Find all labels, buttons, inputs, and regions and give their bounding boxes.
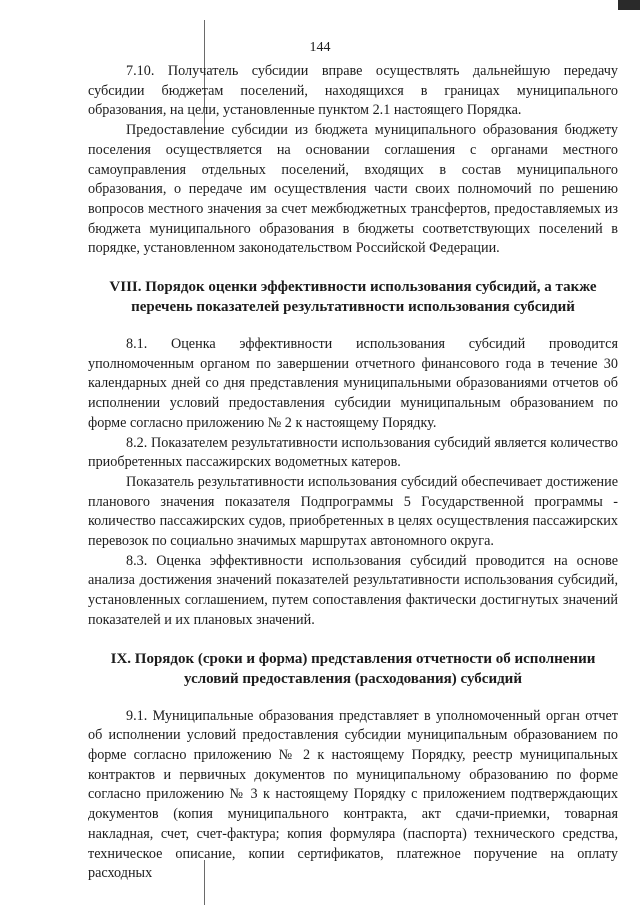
paragraph-8-3: 8.3. Оценка эффективности использования субсидий проводится на основе анализа достижения значений показателей результативности использования субсидий, установленных соглашением, путем сопоставления фактически достигнутых значений показателей и их плановых значений.: [88, 552, 618, 628]
scan-corner-mark: [618, 0, 640, 10]
page-number: 144: [309, 40, 331, 55]
paragraph-8-1: 8.1. Оценка эффективности использования субсидий проводится уполномоченным органом по завершении отчетного финансового года в течение 30 календарных дней со дня представления муниципальными образованиями отчетов об исполнении условий предоставления субсидии муниципальным образованием по форме согласно приложению № 2 к настоящему Порядку.: [88, 336, 618, 431]
paragraph-indicator: Показатель результативности использования субсидий обеспечивает достижение планового значения показателя Подпрограммы 5 Государственной программы - количество пассажирских судов, приобретенных в целях осуществления пассажирских перевозок по социально значимых маршрутах автономного округа.: [88, 473, 618, 550]
section-heading-viii: VIII. Порядок оценки эффективности использования субсидий, а также перечень показателей результативности использования субсидий: [109, 279, 597, 316]
paragraph-8-2: 8.2. Показателем результативности использования субсидий является количество приобретенных пассажирских водометных катеров.: [88, 434, 618, 471]
paragraph-subsidy-transfer: Предоставление субсидии из бюджета муниципального образования бюджету поселения осуществляется на основании соглашения с органами местного самоуправления отдельных поселений, входящих в состав муниципального образования, о передаче им осуществления части своих полномочий по решению вопросов местного значения за счет межбюджетных трансфертов, предоставляемых из бюджета муниципального образования в бюджеты соответствующих поселений в порядке, установленном законодательством Российской Федерации.: [88, 122, 618, 257]
section-heading-ix: IX. Порядок (сроки и форма) представления отчетности об исполнении условий предоставления (расходования) субсидий: [110, 650, 596, 687]
document-body: [88, 62, 618, 884]
paragraph-7-10: 7.10. Получатель субсидии вправе осуществлять дальнейшую передачу субсидии бюджетам поселений, находящихся в границах муниципального образования, на цели, установленные пунктом 2.1 настоящего Порядка.: [88, 63, 618, 119]
paragraph-9-1: 9.1. Муниципальные образования представляет в уполномоченный орган отчет об исполнении условий предоставления субсидии муниципальным образованием по форме согласно приложению № 2 к настоящему Порядку, реестр муниципальных контрактов и первичных документов по муниципальному образованию по форме согласно приложению № 3 к настоящему Порядку с приложением подтверждающих документов (копия муниципального контракта, акт сдачи-приемки, товарная накладная, счет, счет-фактура; копия формуляра (паспорта) технического средства, техническое описание, копии сертификатов, платежное поручение на оплату расходных: [88, 707, 618, 882]
